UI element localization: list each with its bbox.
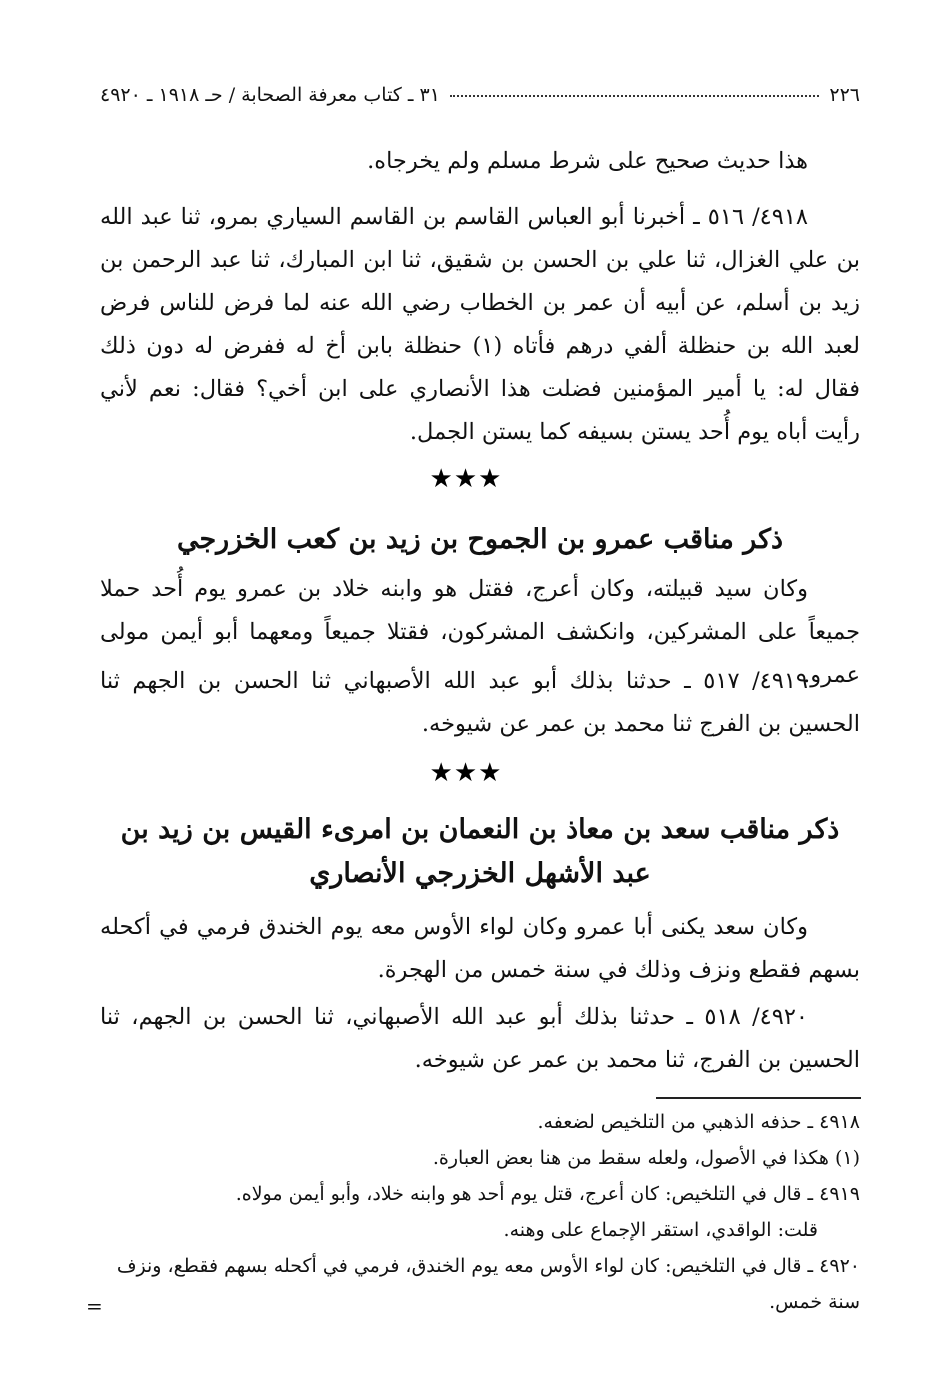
footnote-4918: ٤٩١٨ ـ حذفه الذهبي من التلخيص لضعفه.: [537, 1111, 860, 1133]
footnote-4920: ٤٩٢٠ ـ قال في التلخيص: كان لواء الأوس معه يوم الخندق، فرمي في أكحله بسهم فقطع، ونزف سنة خمس.: [116, 1255, 860, 1313]
intro-paragraph: [100, 140, 860, 183]
paragraph-5: ٤٩٢٠/ ٥١٨ ـ حدثنا بذلك أبو عبد الله الأصبهاني، ثنا الحسن بن الجهم، ثنا الحسين بن الفرج، ثنا محمد بن عمر عن شيوخه.: [100, 1004, 860, 1073]
footnote-4919: ٤٩١٩ ـ قال في التلخيص: كان أعرج، قتل يوم أحد هو وابنه خلاد، وأبو أيمن مولاه.: [235, 1183, 860, 1205]
paragraph-0: هذا حديث صحيح على شرط مسلم ولم يخرجاه.: [367, 148, 808, 174]
continuation-mark: =: [86, 1294, 103, 1318]
hadith-4919: [100, 660, 860, 746]
paragraph-3: ٤٩١٩/ ٥١٧ ـ حدثنا بذلك أبو عبد الله الأصبهاني ثنا الحسن بن الجهم ثنا الحسين بن الفرج ثنا محمد بن عمر عن شيوخه.: [100, 668, 860, 737]
footnote-1: (١) هكذا في الأصول، ولعله سقط من هنا بعض العبارة.: [432, 1147, 860, 1169]
running-title: ٣١ ـ كتاب معرفة الصحابة / حـ ١٩١٨ ـ ٤٩٢٠: [100, 84, 440, 106]
section-2-text: [100, 906, 860, 992]
hadith-4920: [100, 996, 860, 1082]
page-number: ٢٢٦: [829, 84, 860, 106]
section-heading-1: ذكر مناقب عمرو بن الجموح بن زيد بن كعب الخزرجي: [176, 524, 784, 555]
paragraph-2: وكان سيد قبيلته، وكان أعرج، فقتل هو وابنه خلاد بن عمرو يوم أُحد حملا جميعاً على المشركين، وانكشف المشركون، فقتلا جميعاً ومعهما أبو أيمن مولى عمرو.: [100, 576, 860, 688]
separator-stars-2: ★★★: [429, 758, 503, 788]
footnote-4919-comment: قلت: الواقدي، استقر الإجماع على وهنه.: [503, 1219, 818, 1241]
footnotes: [100, 1104, 860, 1320]
leader-dots: [450, 95, 819, 97]
paragraph-4: وكان سعد يكنى أبا عمرو وكان لواء الأوس معه يوم الخندق فرمي في أكحله بسهم فقطع ونزف وذلك في سنة خمس من الهجرة.: [100, 914, 860, 983]
section-heading-2: ذكر مناقب سعد بن معاذ بن النعمان بن امرىء القيس بن زيد بن عبد الأشهل الخزرجي الأنصاري: [120, 814, 840, 889]
separator-stars-1: ★★★: [429, 464, 503, 494]
running-header: [100, 84, 860, 106]
paragraph-1: ٤٩١٨/ ٥١٦ ـ أخبرنا أبو العباس القاسم بن القاسم السياري بمرو، ثنا عبد الله بن علي الغزال، ثنا علي بن الحسن بن شقيق، ثنا ابن المبارك، ثنا عبد الرحمن بن زيد بن أسلم، عن أبيه أن عمر بن الخطاب رضي الله عنه لما فرض للناس فرض لعبد الله بن حنظلة ألفي درهم فأتاه (١) حنظلة بابن أخ له ففرض له دون ذلك فقال له: يا أمير المؤمنين فضلت هذا الأنصاري على ابن أخي؟ فقال: نعم لأني رأيت أباه يوم أُحد يستن بسيفه كما يستن الجمل.: [100, 204, 860, 445]
hadith-4918: [100, 196, 860, 454]
footnote-rule: [656, 1097, 861, 1099]
